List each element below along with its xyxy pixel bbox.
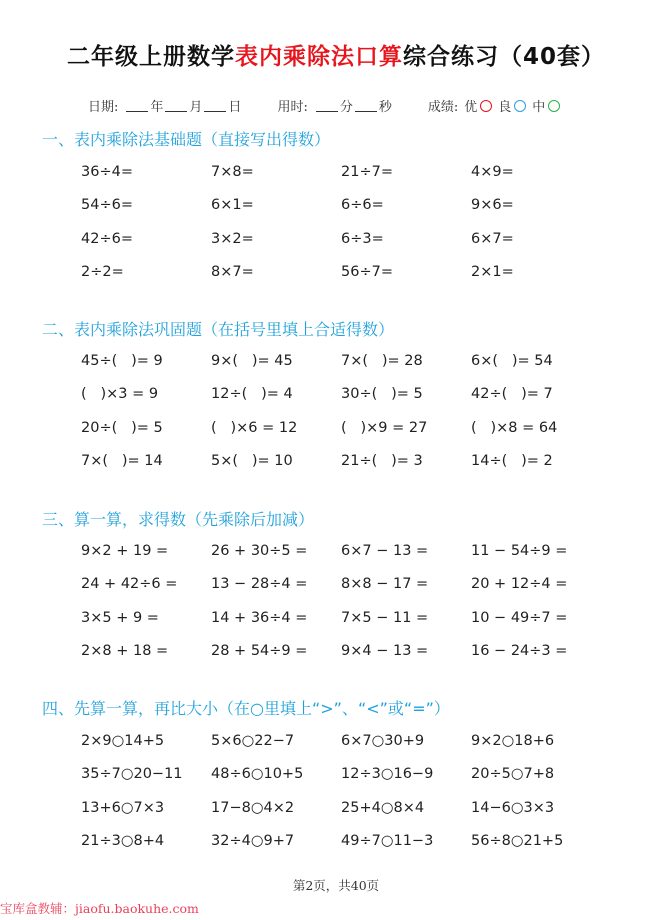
problem: 14÷( )= 2 [471, 453, 553, 470]
problem: 24 + 42÷6 = [81, 576, 178, 593]
problem: 5×( )= 10 [211, 453, 293, 470]
problem: 6×( )= 54 [471, 352, 553, 369]
problem: 20÷( )= 5 [81, 419, 163, 436]
problem: 56÷7= [341, 264, 393, 281]
problem: 32÷4○9+7 [211, 833, 295, 850]
problem: 9×4 − 13 = [341, 643, 429, 660]
problem: 14 + 36÷4 = [211, 609, 308, 626]
second-blank[interactable] [355, 100, 377, 112]
section-3-heading: 三、算一算，求得数（先乘除后加减） [42, 510, 315, 529]
info-line [88, 96, 566, 115]
problem: 7×( )= 14 [81, 453, 163, 470]
problem: 28 + 54÷9 = [211, 643, 308, 660]
score-label: 成绩: [427, 100, 459, 115]
problem: 8×8 − 17 = [341, 576, 429, 593]
problem-row [81, 411, 601, 445]
page-number: 第2页，共40页 [292, 878, 380, 893]
problem: 48÷6○10+5 [211, 766, 304, 783]
problem: 8×7= [211, 264, 254, 281]
problem: 17−8○4×2 [211, 799, 295, 816]
section-4-heading: 四、先算一算，再比大小（在○里填上“>”、“<”或“=”） [42, 699, 450, 718]
problem-row [81, 534, 601, 568]
problem: 7×( )= 28 [341, 352, 423, 369]
problem: ( )×3 = 9 [81, 386, 159, 403]
problem-row [81, 189, 601, 223]
problem: 3×2= [211, 230, 254, 247]
problem: 9×6= [471, 197, 514, 214]
month-blank[interactable] [165, 100, 187, 112]
problem: 30÷( )= 5 [341, 386, 423, 403]
problem-row [81, 155, 601, 189]
page-title [0, 38, 672, 71]
problem: 6×1= [211, 197, 254, 214]
watermark: 宝库盒教辅：jiaofu.baokuhe.com [0, 901, 199, 916]
title-prefix: 二年级上册数学 [66, 44, 235, 70]
problem: 11 − 54÷9 = [471, 542, 568, 559]
problem: 35÷7○20−11 [81, 766, 183, 783]
problem: 2÷2= [81, 264, 124, 281]
problem-row [81, 378, 601, 412]
grade-good-label: 良 [498, 100, 512, 115]
section-3-grid [81, 534, 601, 668]
problem: 20÷5○7+8 [471, 766, 555, 783]
problem-row [81, 758, 601, 792]
problem: 9×( )= 45 [211, 352, 293, 369]
grade-average-circle-icon[interactable] [548, 100, 560, 112]
problem: 16 − 24÷3 = [471, 643, 568, 660]
problem: 2×9○14+5 [81, 732, 165, 749]
day-label: 日 [228, 100, 242, 115]
problem: ( )×6 = 12 [211, 419, 298, 436]
year-label: 年 [150, 100, 164, 115]
problem: 49÷7○11−3 [341, 833, 434, 850]
problem: 56÷8○21+5 [471, 833, 564, 850]
section-2-heading: 二、表内乘除法巩固题（在括号里填上合适得数） [42, 320, 395, 339]
grade-excellent-label: 优 [464, 100, 478, 115]
problem: 36÷4= [81, 163, 133, 180]
title-highlight: 表内乘除法口算 [234, 44, 403, 70]
problem: 13+6○7×3 [81, 799, 165, 816]
problem: 2×8 + 18 = [81, 643, 169, 660]
problem: 6÷6= [341, 197, 384, 214]
day-blank[interactable] [204, 100, 226, 112]
minute-blank[interactable] [316, 100, 338, 112]
problem-row [81, 445, 601, 479]
problem-row [81, 344, 601, 378]
problem: ( )×8 = 64 [471, 419, 558, 436]
problem: 25+4○8×4 [341, 799, 425, 816]
problem-row [81, 724, 601, 758]
problem: 6×7 − 13 = [341, 542, 429, 559]
problem: 4×9= [471, 163, 514, 180]
problem-row [81, 256, 601, 290]
date-label: 日期: [88, 100, 119, 115]
section-2-grid [81, 344, 601, 478]
problem: 54÷6= [81, 197, 133, 214]
grade-average-label: 中 [532, 100, 546, 115]
section-1-heading: 一、表内乘除法基础题（直接写出得数） [42, 130, 331, 149]
problem: 2×1= [471, 264, 514, 281]
section-4-grid [81, 724, 601, 858]
section-1-grid [81, 155, 601, 289]
problem-row [81, 635, 601, 669]
problem: 5×6○22−7 [211, 732, 295, 749]
year-blank[interactable] [126, 100, 148, 112]
problem: 21÷( )= 3 [341, 453, 423, 470]
problem: 14−6○3×3 [471, 799, 555, 816]
grade-excellent-circle-icon[interactable] [480, 100, 492, 112]
problem: 9×2 + 19 = [81, 542, 169, 559]
problem: 6×7○30+9 [341, 732, 425, 749]
problem-row [81, 601, 601, 635]
title-suffix: 综合练习（40套） [402, 44, 605, 70]
problem: 13 − 28÷4 = [211, 576, 308, 593]
problem: 6×7= [471, 230, 514, 247]
problem-row [81, 222, 601, 256]
problem: 42÷( )= 7 [471, 386, 553, 403]
problem: 7×5 − 11 = [341, 609, 429, 626]
problem-row [81, 825, 601, 859]
problem: ( )×9 = 27 [341, 419, 428, 436]
problem: 20 + 12÷4 = [471, 576, 568, 593]
problem: 45÷( )= 9 [81, 352, 163, 369]
problem: 21÷3○8+4 [81, 833, 165, 850]
problem: 6÷3= [341, 230, 384, 247]
problem: 7×8= [211, 163, 254, 180]
second-label: 秒 [378, 100, 392, 115]
problem: 3×5 + 9 = [81, 609, 159, 626]
problem: 12÷( )= 4 [211, 386, 293, 403]
problem-row [81, 791, 601, 825]
month-label: 月 [189, 100, 203, 115]
problem: 9×2○18+6 [471, 732, 555, 749]
problem-row [81, 568, 601, 602]
problem: 26 + 30÷5 = [211, 542, 308, 559]
problem: 10 − 49÷7 = [471, 609, 568, 626]
time-label: 用时: [277, 100, 308, 115]
problem: 12÷3○16−9 [341, 766, 434, 783]
problem: 42÷6= [81, 230, 133, 247]
problem: 21÷7= [341, 163, 393, 180]
minute-label: 分 [339, 100, 353, 115]
grade-good-circle-icon[interactable] [514, 100, 526, 112]
